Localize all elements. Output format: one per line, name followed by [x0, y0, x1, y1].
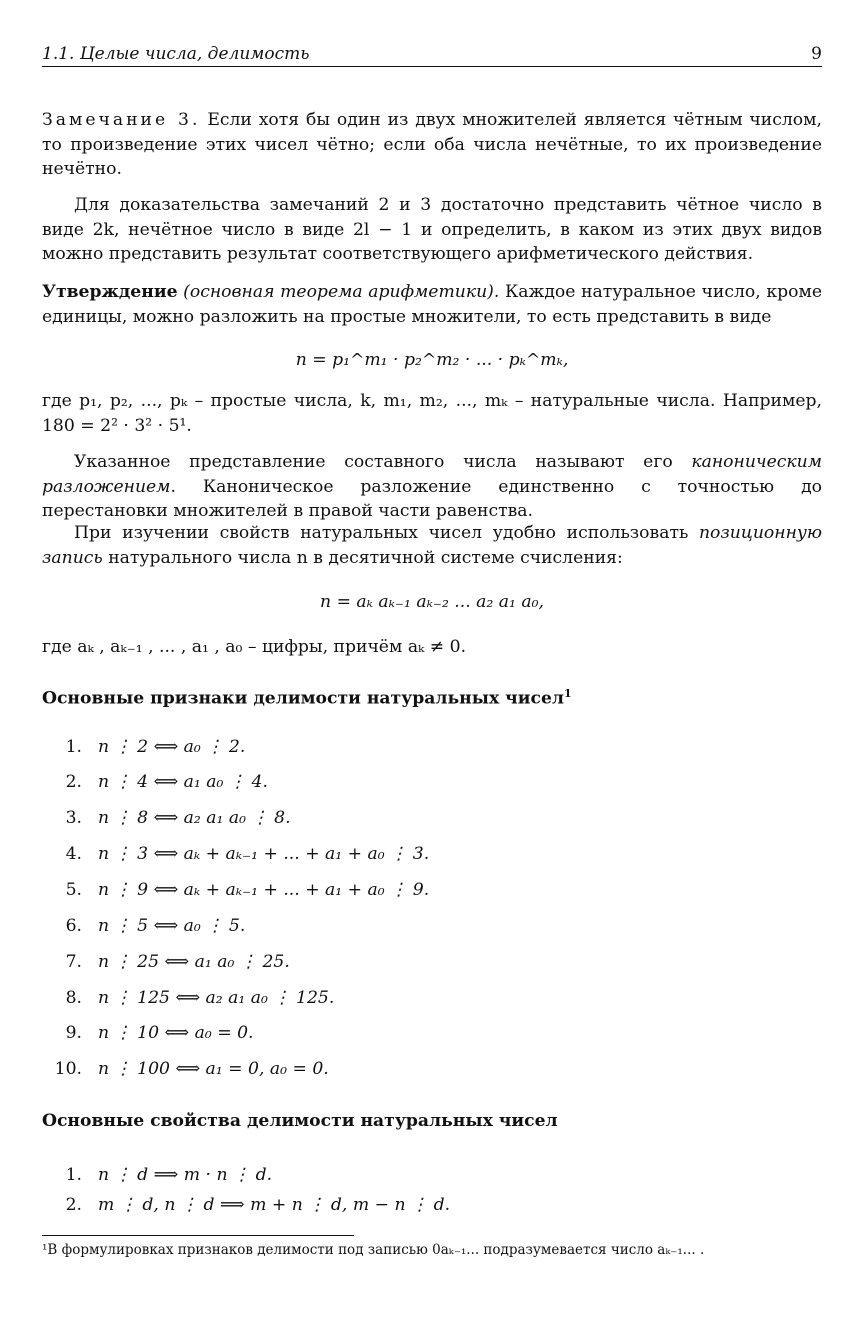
item-number: 2. — [65, 772, 82, 792]
statement-theorem-name: (основная теорема арифметики). — [183, 282, 500, 302]
criterion-item — [42, 772, 822, 798]
canonical-before: Указанное представление составного числа называют его — [74, 452, 692, 472]
criterion-item — [42, 808, 822, 834]
statement-paragraph — [42, 280, 822, 329]
canonical-after: . Каноническое разложение единственно с точностью до перестановки множителей в правой части равенства. — [42, 476, 822, 521]
item-text: n ⋮ 25 ⟺ a₁ a₀ ⋮ 25. — [98, 952, 290, 972]
item-number: 5. — [65, 880, 82, 900]
factorization-formula: n = p₁^m₁ · p₂^m₂ · ... · pₖ^mₖ, — [295, 350, 569, 370]
statement-text: Каждое натуральное число, кроме единицы, можно разложить на простые множители, то есть представить в виде — [42, 282, 823, 327]
criteria-heading — [42, 687, 572, 709]
property-item — [42, 1195, 822, 1221]
statement-label: Утверждение — [42, 282, 178, 302]
positional-after: натурального числа n в десятичной системе счисления: — [102, 547, 623, 568]
page-number: 9 — [811, 44, 822, 64]
criterion-item — [42, 916, 822, 942]
item-number: 4. — [65, 844, 82, 864]
item-text: n ⋮ 2 ⟺ a₀ ⋮ 2. — [98, 737, 246, 757]
digits-line: где aₖ , aₖ₋₁ , ... , a₁ , a₀ – цифры, причём aₖ ≠ 0. — [42, 637, 467, 657]
canonical-paragraph — [42, 450, 822, 524]
remark-3 — [42, 108, 822, 182]
statement-after: где p₁, p₂, ..., pₖ – простые числа, k, m₁, m₂, ..., mₖ – натуральные числа. Например, 180 = 2² · 3² · 5¹. — [42, 391, 822, 436]
positional-formula: n = aₖ aₖ₋₁ aₖ₋₂ ... a₂ a₁ a₀, — [320, 592, 544, 612]
item-number: 7. — [65, 952, 82, 972]
item-number: 8. — [65, 988, 82, 1008]
item-number: 3. — [65, 808, 82, 828]
item-text: m ⋮ d, n ⋮ d ⟹ m + n ⋮ d, m − n ⋮ d. — [98, 1195, 451, 1215]
item-text: n ⋮ 125 ⟺ a₂ a₁ a₀ ⋮ 125. — [98, 988, 335, 1008]
item-text: n ⋮ 9 ⟺ aₖ + aₖ₋₁ + ... + a₁ + a₀ ⋮ 9. — [98, 880, 430, 900]
item-text: n ⋮ 4 ⟺ a₁ a₀ ⋮ 4. — [98, 772, 268, 792]
remark-label: Замечание 3. — [42, 110, 201, 130]
item-number: 6. — [65, 916, 82, 936]
item-text: n ⋮ 10 ⟺ a₀ = 0. — [98, 1023, 254, 1043]
criterion-item — [42, 952, 822, 978]
item-text: n ⋮ 3 ⟺ aₖ + aₖ₋₁ + ... + a₁ + a₀ ⋮ 3. — [98, 844, 430, 864]
canonical-term: каноническим разложением — [42, 452, 822, 497]
property-item — [42, 1165, 822, 1191]
positional-paragraph — [42, 521, 822, 570]
remark-text: Если хотя бы один из двух множителей является чётным числом, то произведение этих чисел чётно; если оба числа нечётные, то их произведение нечётно. — [42, 110, 822, 179]
positional-before: При изучении свойств натуральных чисел удобно использовать — [74, 523, 699, 543]
running-header — [42, 42, 822, 67]
item-number: 2. — [65, 1195, 82, 1215]
item-number: 1. — [65, 737, 82, 757]
criterion-item — [42, 880, 822, 906]
item-number: 9. — [65, 1023, 82, 1043]
footnote: ¹В формулировках признаков делимости под записью 0aₖ₋₁... подразумевается число aₖ₋₁... . — [42, 1242, 705, 1258]
item-number: 1. — [65, 1165, 82, 1185]
properties-heading: Основные свойства делимости натуральных чисел — [42, 1111, 558, 1131]
item-text: n ⋮ d ⟹ m · n ⋮ d. — [98, 1165, 273, 1185]
item-number: 10. — [54, 1059, 82, 1079]
section-title: 1.1. Целые числа, делимость — [42, 44, 310, 64]
item-text: n ⋮ 8 ⟺ a₂ a₁ a₀ ⋮ 8. — [98, 808, 291, 828]
item-text: n ⋮ 5 ⟺ a₀ ⋮ 5. — [98, 916, 246, 936]
proof-note: Для доказательства замечаний 2 и 3 достаточно представить чётное число в виде 2k, нечётное число в виде 2l − 1 и определить, в каком из этих двух видов можно представить результат соответствующего арифметического действия. — [42, 195, 822, 264]
criterion-item — [42, 988, 822, 1014]
criterion-item — [42, 1059, 822, 1085]
criterion-item — [42, 844, 822, 870]
positional-term: позиционную запись — [42, 523, 822, 568]
item-text: n ⋮ 100 ⟺ a₁ = 0, a₀ = 0. — [98, 1059, 329, 1079]
criterion-item — [42, 1023, 822, 1049]
footnote-mark: 1 — [564, 687, 572, 700]
criteria-heading-text: Основные признаки делимости натуральных чисел — [42, 688, 565, 709]
footnote-rule — [42, 1235, 354, 1236]
criterion-item — [42, 737, 822, 763]
